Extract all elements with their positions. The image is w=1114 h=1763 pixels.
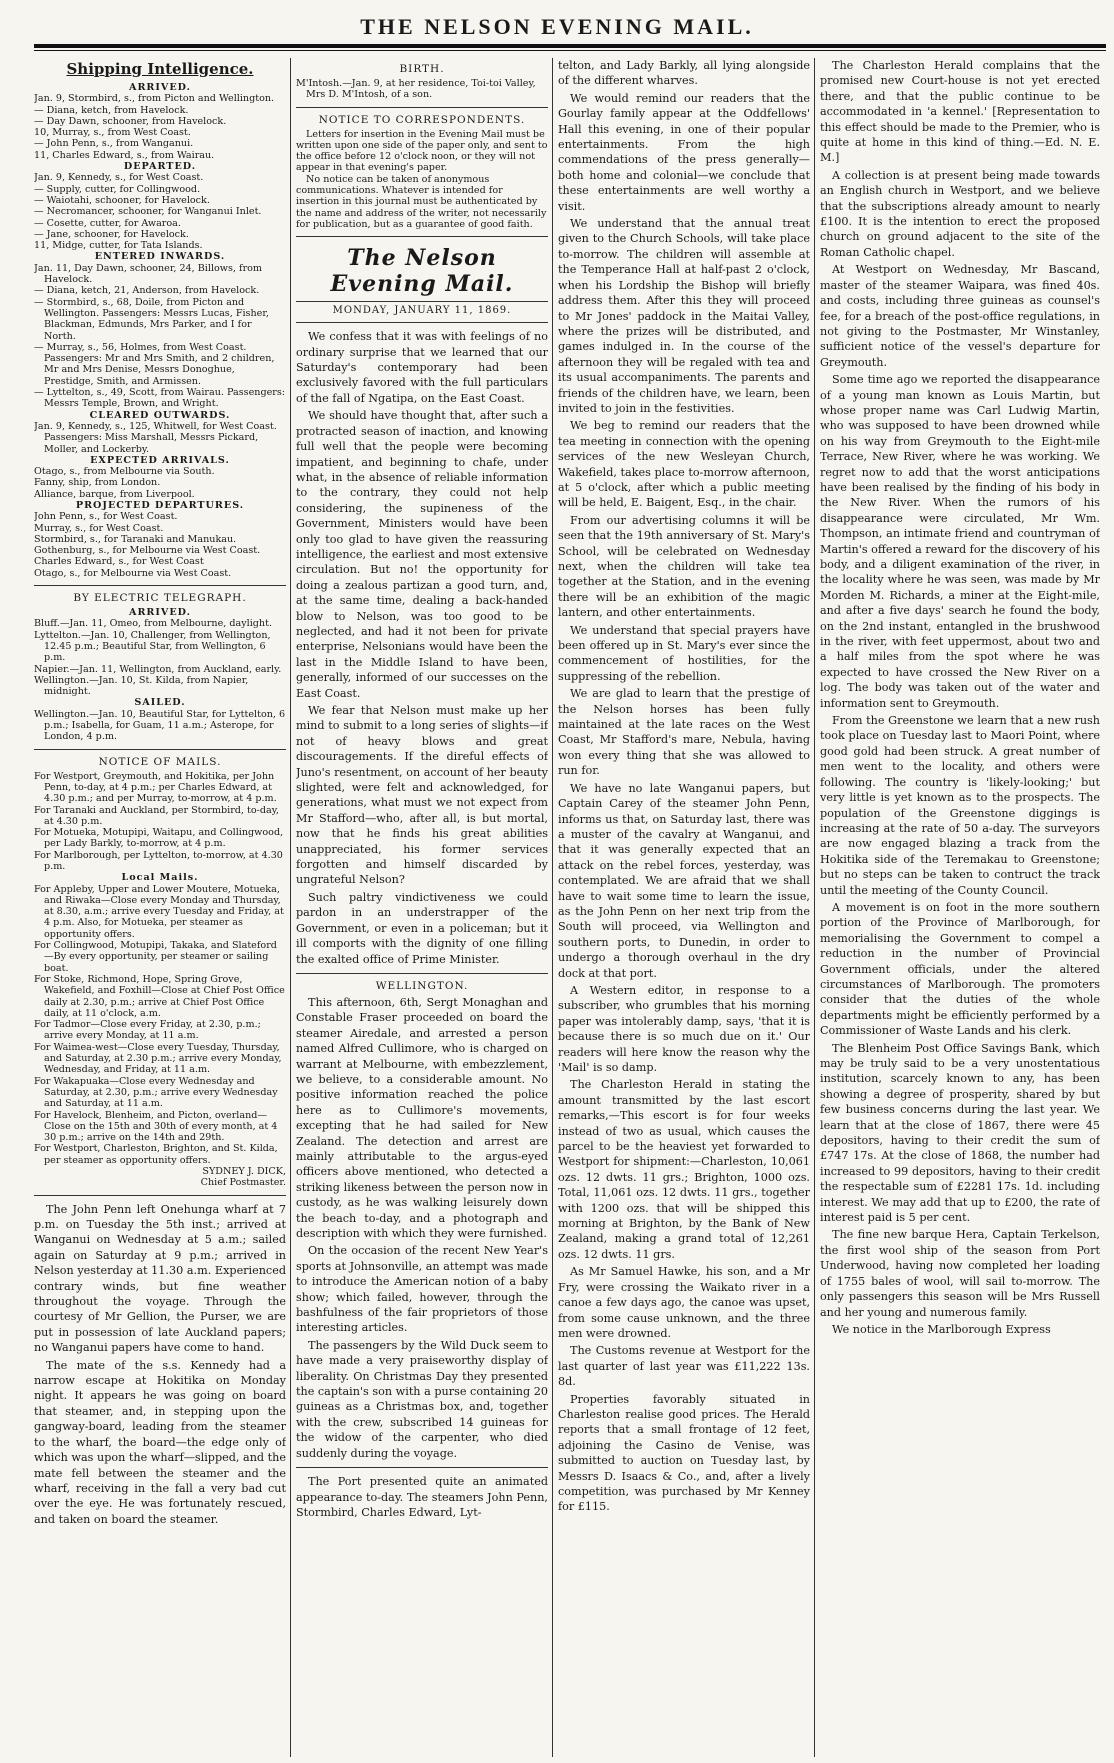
list [34, 93, 286, 161]
paragraph: telton, and Lady Barkly, all lying alongside of the different wharves. [558, 59, 810, 88]
list-item: Alliance, barque, from Liverpool. [34, 488, 195, 500]
notice-text: Letters for insertion in the Evening Mail must be written upon one side of the paper only, and sent to the office before 12 o'clock noon, or they will not appear in that evening's paper. [296, 128, 548, 174]
mails-section [34, 771, 286, 1189]
list-item: 11, Charles Edward, s., from Wairau. [34, 149, 215, 161]
list-item: — Murray, s., 56, Holmes, from West Coast. Passengers: Mr and Mrs Smith, and 2 children, Mr and Mrs Denise, Messrs Donoghue, Prestidge, Smith, and Armissen. [34, 341, 275, 387]
paragraph: From the Greenstone we learn that a new rush took place on Tuesday last to Maori Point, where good gold had been struck. A great number of men went to the locality, and others were following. The country is 'likely-looking;' but very little is yet known as to the prospects. The population of the Greenstone diggings is increasing at the rate of 50 a-day. The surveyors are now engaged blazing a track from the Hokitika side of the Teremakau to Greenstone; but no steps can be taken to contruct the track until the meeting of the County Council. [820, 714, 1100, 897]
list-item: John Penn, s., for West Coast. [34, 511, 178, 523]
list-item: For Havelock, Blenheim, and Picton, overland—Close on the 15th and 30th of every month, at 4 30 p.m.; arrive on the 14th and 29th. [34, 1109, 278, 1144]
list-item: Napier.—Jan. 11, Wellington, from Auckland, early. [34, 663, 282, 675]
list [34, 466, 286, 500]
divider [296, 322, 548, 323]
birth-text: M'Intosh.—Jan. 9, at her residence, Toi-toi Valley, Mrs D. M'Intosh, of a son. [296, 78, 536, 101]
editorial-banner: The Nelson Evening Mail. [330, 245, 514, 298]
column-3 [558, 58, 810, 1758]
list-item: Charles Edward, s., for West Coast [34, 556, 204, 568]
mails-heading: NOTICE OF MAILS. [98, 755, 222, 768]
divider [296, 973, 548, 974]
divider [34, 585, 286, 586]
divider [34, 749, 286, 750]
list-item: Otago, s., from Melbourne via South. [34, 466, 215, 478]
list [34, 618, 286, 697]
subheading: DEPARTED. [123, 161, 197, 173]
list-item: — Waiotahi, schooner, for Havelock. [34, 194, 210, 206]
divider [296, 107, 548, 108]
list-item: Jan. 9, Kennedy, s., for West Coast. [34, 172, 204, 184]
list-item: — Diana, ketch, 21, Anderson, from Havelock. [34, 285, 260, 297]
column-2 [296, 58, 548, 1758]
paragraph: The Blenheim Post Office Savings Bank, which may be truly said to be a very unostentatious institution, scarcely known to any, has been showing a degree of prosperity, shared by but few business concerns during the last year. We learn that at the close of 1867, there were 45 depositors, having to their credit the sum of £747 17s. At the close of 1868, the number had increased to 99 depositors, having to their credit the respectable sum of £2281 17s. 1d. including interest. We may add that up to £200, the rate of interest paid is 5 per cent. [820, 1041, 1100, 1225]
paragraph: From our advertising columns it will be seen that the 19th anniversary of St. Mary's School, will be celebrated on Wednesday next, when the children will take tea together at the Station, and in the evening there will be an exhibition of the magic lantern, and other entertainments. [558, 513, 810, 620]
list [34, 771, 286, 873]
shipping-section [34, 82, 286, 579]
list-item: 10, Murray, s., from West Coast. [34, 127, 191, 139]
subheading: ENTERED INWARDS. [94, 251, 226, 263]
column-divider [290, 58, 291, 1757]
list-item: — Diana, ketch, from Havelock. [34, 104, 189, 116]
paragraph: We notice in the Marlborough Express [832, 1322, 1051, 1336]
editorial-body [296, 329, 548, 967]
paragraph: The Charleston Herald in stating the amount transmitted by the last escort remarks,—This escort is for four weeks instead of two as usual, which causes the parcel to be the heaviest yet forwarded to Westport for shipment:—Charleston, 10,061 ozs. 12 dwts. 11 grs.; Brighton, 1000 ozs. Total, 11,061 ozs. 12 dwts. 11 grs., together with 1200 ozs. that will be shipped this morning at Brighton, by the Bank of New Zealand, making a grand total of 12,261 ozs. 12 dwts. 11 grs. [558, 1078, 810, 1261]
paragraph: The John Penn left Onehunga wharf at 7 p.m. on Tuesday the 5th inst.; arrived at Wanganui on Wednesday at 5 a.m.; sailed again on Saturday at 9 p.m.; arrived in Nelson yesterday at 11.30 a.m. Experienced contrary winds, but fine weather throughout the voyage. Through the courtesy of Mr Gellion, the Purser, we are put in possession of late Auckland papers; no Wanganui papers have come to hand. [34, 1202, 286, 1355]
paragraph: The Charleston Herald complains that the promised new Court-house is not yet erected there, and that the public continue to be accommodated in 'a kennel.' [Representation to this effect should be made to the Premier, who is quite at home in this kind of thing.—Ed. N. E. M.] [820, 59, 1100, 165]
list-item: — Day Dawn, schooner, from Havelock. [34, 115, 227, 127]
paragraph: We understand that the annual treat given to the Church Schools, will take place to-morrow. The children will assemble at the Temperance Hall at half-past 2 o'clock, when his Lordship the Bishop will briefly address them. After this they will proceed to Mr Jones' paddock in the Maitai Valley, where the prizes will be distributed, and games indulged in. In the course of the afternoon they will be regaled with tea and its usual accompaniments. The parents and friends of the children have, we learn, been invited to join in the festivities. [558, 217, 810, 415]
paragraph: Properties favorably situated in Charleston realise good prices. The Herald reports that a small frontage of 12 feet, adjoining the Casino de Venise, was submitted to auction on Tuesday last, by Messrs D. Isaacs & Co., and, after a lively competition, was purchased by Mr Kenney for £115. [558, 1392, 810, 1514]
list-item: Jan. 11, Day Dawn, schooner, 24, Billows, from Havelock. [34, 262, 263, 286]
paragraph: We have no late Wanganui papers, but Captain Carey of the steamer John Penn, informs us that, on Saturday last, there was a muster of the cavalry at Wanganui, and that it was generally expected that an attack on the rebel forces, yesterday, was contemplated. We are afraid that we shall have to wait some time to learn the issue, as the John Penn on her next trip from the South will proceed, via Wellington and southern ports, to Dunedin, in order to undergo a thorough overhaul in the dry dock at that port. [558, 781, 810, 980]
shipping-heading: Shipping Intelligence. [66, 60, 254, 78]
list-item: — Cosette, cutter, for Awaroa. [34, 217, 181, 229]
list-item: For Marlborough, per Lyttelton, to-morrow, at 4.30 p.m. [34, 849, 283, 872]
paragraph: A movement is on foot in the more southern portion of the Province of Marlborough, for memorialising the Government to compel a reduction in the number of Provincial Government officials, under the altered circumstances of Marlborough. The promoters consider that the duties of the whole departments might be efficiently performed by a Commissioner of Waste Lands and his clerk. [820, 900, 1100, 1038]
birth-heading: BIRTH. [399, 63, 445, 75]
divider [296, 301, 548, 302]
signature-title: Chief Postmaster. [200, 1177, 286, 1189]
signature: SYDNEY J. DICK, [202, 1166, 286, 1178]
paragraph: We would remind our readers that the Gourlay family appear at the Oddfellows' Hall this evening, in one of their popular entertainments. From the high commendations of the press generally—both home and colonial—we conclude that these entertainments are well worthy a visit. [558, 91, 810, 213]
news-items [820, 58, 1100, 1337]
subheading: Local Mails. [121, 872, 199, 884]
list-item: For Tadmor—Close every Friday, at 2.30, p.m.; arrive every Monday, at 11 a.m. [34, 1019, 261, 1042]
wellington-body [296, 995, 548, 1461]
list-item: Bluff.—Jan. 11, Omeo, from Melbourne, daylight. [34, 618, 272, 630]
masthead-rule [34, 44, 1106, 48]
paragraph: We should have thought that, after such a protracted season of inaction, and knowing full well that the people were becoming impatient, and beginning to chafe, under what, in the absence of reliable information to the contrary, they could not help considering, the supineness of the Government, Ministers would have been only too glad to have given the reassuring intelligence, the earliest and most extensive circulation. But no! the opportunity for doing a zealous partizan a good turn, and, at the same time, dealing a back-handed blow to Nelson, was too good to be neglected, and had it not been for private enterprise, Nelsonians would have been the last in the Middle Island to have been, generally, informed of our successes on the East Coast. [296, 409, 548, 700]
list [34, 172, 286, 251]
divider [296, 1467, 548, 1468]
notice-text: No notice can be taken of anonymous communications. Whatever is intended for insertion in this journal must be authenticated by the name and address of the writer, not necessarily for publication, but as a guarantee of good faith. [296, 173, 547, 230]
list-item: For Collingwood, Motupipi, Takaka, and Slateford—By every opportunity, per steamer or sailing boat. [34, 940, 277, 974]
paragraph: The passengers by the Wild Duck seem to have made a very praiseworthy display of liberality. On Christmas Day they presented the captain's son with a purse containing 20 guineas as a Christmas box, and, together with the crew, subscribed 14 guineas for the widow of the carpenter, who died suddenly during the voyage. [296, 1338, 548, 1460]
notice-section [296, 129, 548, 231]
list-item: Otago, s., for Melbourne via West Coast. [34, 567, 232, 579]
column-1 [34, 58, 286, 1758]
birth-notice [296, 78, 548, 101]
list-item: Wellington.—Jan. 10, St. Kilda, from Napier, midnight. [34, 674, 249, 698]
list-item: For Taranaki and Auckland, per Stormbird, to-day, at 4.30 p.m. [34, 804, 279, 827]
paragraph: We fear that Nelson must make up her mind to submit to a long series of slights—if not of heavy blows and great discouragements. If the direful effects of Juno's resentment, on account of her beauty slighted, were felt and acknowledged, for generations, what must we not expect from Mr Stafford—who, after all, is but mortal, now that he finds his great abilities unappreciated, his former services forgotten and himself discarded by ungrateful Nelson? [296, 704, 548, 887]
subheading: CLEARED OUTWARDS. [89, 409, 231, 421]
divider [296, 236, 548, 237]
notice-heading: NOTICE TO CORRESPONDENTS. [318, 113, 526, 126]
list-item: For Wakapuaka—Close every Wednesday and Saturday, at 2.30, p.m.; arrive every Wednesday and Saturday, at 11 a.m. [34, 1075, 278, 1110]
paragraph: On the occasion of the recent New Year's sports at Johnsonville, an attempt was made to introduce the American notion of a baby show; which failed, however, through the bashfulness of the fair proprietors of those interesting articles. [296, 1244, 548, 1335]
list-item: — Necromancer, schooner, for Wanganui Inlet. [34, 206, 262, 218]
paragraph: This afternoon, 6th, Sergt Monaghan and Constable Fraser proceeded on board the steamer Airedale, and arrested a person named Alfred Cullimore, who is charged on warrant at Melbourne, with embezzlement, we believe, to a considerable amount. No positive information reached the police here as to Cullimore's movements, excepting that he had sailed for New Zealand. The detection and arrest are mainly attributable to the argus-eyed officers above mentioned, who detected a striking likeness between the person now in custody, as he was walking leisurely down the beach to-day, and a photograph and description with which they were furnished. [296, 995, 548, 1241]
list-item: Murray, s., for West Coast. [34, 522, 164, 534]
list-item: For Waimea-west—Close every Tuesday, Thursday, and Saturday, at 2.30 p.m.; arrive every Monday, Wednesday, and Friday, at 11 a.m. [34, 1041, 282, 1076]
subheading: EXPECTED ARRIVALS. [90, 454, 230, 466]
divider [34, 1195, 286, 1196]
list [34, 263, 286, 410]
list-item: Jan. 9, Kennedy, s., 125, Whitwell, for West Coast. Passengers: Miss Marshall, Messrs Pickard, Moller, and Lockerby. [34, 420, 277, 455]
editorial-date: MONDAY, JANUARY 11, 1869. [332, 305, 512, 317]
paragraph: The Customs revenue at Westport for the last quarter of last year was £11,222 13s. 8d. [558, 1344, 810, 1389]
list-item: — John Penn, s., from Wanganui. [34, 138, 194, 150]
list-item: Fanny, ship, from London. [34, 477, 161, 489]
port-item [296, 1474, 548, 1520]
telegraph-heading: BY ELECTRIC TELEGRAPH. [73, 592, 247, 605]
paragraph: We confess that it was with feelings of no ordinary surprise that we learned that our Saturday's contemporary had been exclusively favored with the full particulars of the fall of Ngatipa, on the East Coast. [296, 330, 548, 405]
telegraph-section [34, 607, 286, 743]
subheading: ARRIVED. [129, 607, 191, 619]
list-item: Jan. 9, Stormbird, s., from Picton and Wellington. [34, 93, 275, 105]
list-item: For Motueka, Motupipi, Waitapu, and Collingwood, per Lady Barkly, to-morrow, at 4 p.m. [34, 827, 284, 850]
paragraph: A Western editor, in response to a subscriber, who grumbles that his morning paper was intolerably damp, says, 'that it is because there is so much due on it.' Our readers will here know the reason why the 'Mail' is so damp. [558, 983, 810, 1074]
subheading: ARRIVED. [129, 82, 191, 93]
paragraph: We beg to remind our readers that the tea meeting in connection with the opening services of the new Wesleyan Church, Wakefield, takes place to-morrow afternoon, at 5 o'clock, after which a public meeting will be held, E. Baigent, Esq., in the chair. [558, 419, 810, 510]
list-item: For Stoke, Richmond, Hope, Spring Grove, Wakefield, and Foxhill—Close at Chief Post Office daily at 2.30, p.m.; arrive at Chief Post Office daily, at 11 o'clock, a.m. [34, 973, 285, 1019]
paragraph: A collection is at present being made towards an English church in Westport, and we believe that the subscriptions already amount to nearly £100. It is the intention to erect the proposed church on ground adjacent to the site of the Roman Catholic chapel. [820, 168, 1100, 259]
paragraph: We understand that special prayers have been offered up in St. Mary's ever since the commencement of hostilities, for the suppressing of the rebellion. [558, 623, 810, 683]
column-divider [814, 58, 815, 1757]
list [34, 511, 286, 579]
column-4 [820, 58, 1100, 1758]
wellington-heading: WELLINGTON. [375, 979, 469, 992]
masthead-rule-thin [34, 50, 1106, 51]
list [34, 421, 286, 455]
list [34, 709, 286, 743]
list [34, 884, 286, 1166]
list-item: — Stormbird, s., 68, Doile, from Picton and Wellington. Passengers: Messrs Lucas, Fisher, Blackman, Edmunds, Mrs Parker, and I for North. [34, 296, 269, 342]
news-items [558, 58, 810, 1515]
list-item: Lyttelton.—Jan. 10, Challenger, from Wellington, 12.45 p.m.; Beautiful Star, from Wellington, 6 p.m. [34, 629, 271, 664]
list-item: For Westport, Charleston, Brighton, and St. Kilda, per steamer as opportunity offers. [34, 1143, 278, 1166]
masthead-title: THE NELSON EVENING MAIL. [360, 14, 754, 39]
masthead [0, 0, 1114, 44]
list-item: Gothenburg, s., for Melbourne via West Coast. [34, 545, 261, 557]
subheading: PROJECTED DEPARTURES. [75, 499, 245, 511]
list-item: — Supply, cutter, for Collingwood. [34, 183, 201, 195]
list-item: 11, Midge, cutter, for Tata Islands. [34, 240, 203, 252]
list-item: For Westport, Greymouth, and Hokitika, per John Penn, to-day, at 4 p.m.; per Charles Edward, at 4.30 p.m.; and per Murray, to-morrow, at 4 p.m. [34, 770, 277, 805]
list-item: — Jane, schooner, for Havelock. [34, 228, 189, 240]
paragraph: The Port presented quite an animated appearance to-day. The steamers John Penn, Stormbird, Charles Edward, Lyt- [296, 1475, 548, 1519]
column-divider [552, 58, 553, 1757]
paragraph: The mate of the s.s. Kennedy had a narrow escape at Hokitika on Monday night. It appears he was going on board that steamer, and, in stepping upon the gangway-board, leading from the steamer to the wharf, the board—the edge only of which was upon the wharf—slipped, and the mate fell between the steamer and the wharf, receiving in the fall a very bad cut over the eye. He was fortunately rescued, and taken on board the steamer. [34, 1358, 286, 1526]
paragraph: At Westport on Wednesday, Mr Bascand, master of the steamer Waipara, was fined 40s. and costs, including three guineas as counsel's fee, for a breach of the post-office regulations, in not giving to the Postmaster, Mr Winstanley, sufficient notice of the vessel's departure for Greymouth. [820, 263, 1100, 369]
list-item: For Appleby, Upper and Lower Moutere, Motueka, and Riwaka—Close every Monday and Thursday, at 8.30, a.m.; arrive every Tuesday and Friday, at 4 p.m. Also, for Motueka, per steamer as opportunity offers. [34, 883, 284, 940]
news-items [34, 1202, 286, 1528]
list-item: — Lyttelton, s., 49, Scott, from Wairau. Passengers: Messrs Temple, Brown, and Wright. [34, 387, 286, 410]
subheading: SAILED. [134, 697, 186, 709]
paragraph: We are glad to learn that the prestige of the Nelson horses has been fully maintained at the late races on the West Coast, Mr Stafford's mare, Nebula, having won every thing that she was allowed to run for. [558, 687, 810, 778]
list-item: Wellington.—Jan. 10, Beautiful Star, for Lyttelton, 6 p.m.; Isabella, for Guam, 11 a.m.; Asterope, for London, 4 p.m. [34, 708, 286, 743]
paragraph: Such paltry vindictiveness we could pardon in an understrapper of the Government, or even in a policeman; but it ill comports with the dignity of one filling the exalted office of Prime Minister. [296, 890, 548, 966]
list-item: Stormbird, s., for Taranaki and Manukau. [34, 533, 237, 545]
paragraph: Some time ago we reported the disappearance of a young man known as Louis Martin, but whose proper name was Carl Ludwig Martin, who was supposed to have been drowned while on his way from Greymouth to the Eight-mile Terrace, New River, where he was working. We regret now to add that the worst anticipations have been realised by the finding of his body in the New River. When the rumors of his disappearance were circulated, Mr Wm. Thompson, an intimate friend and countryman of Martin's offered a reward for the discovery of his body, and a diligent examination of the river, in the locality where he was seen, was made by Mr Morden M. Richards, a miner at the Eight-mile, and after a five days' search he found the body, on the 2nd instant, entangled in the brushwood in the river, with feet uppermost, about two and a half miles from the spot where he was expected to have crossed the New River on a log. The body was taken out of the water and information sent to Greymouth. [820, 373, 1100, 710]
paragraph: The fine new barque Hera, Captain Terkelson, the first wool ship of the season from Port Underwood, having now completed her loading of 1755 bales of wool, will sail to-morrow. The only passengers this season will be Mrs Russell and her young and numerous family. [820, 1228, 1100, 1319]
paragraph: As Mr Samuel Hawke, his son, and a Mr Fry, were crossing the Waikato river in a canoe a few days ago, the canoe was upset, from some cause unknown, and the three men were drowned. [558, 1265, 810, 1340]
